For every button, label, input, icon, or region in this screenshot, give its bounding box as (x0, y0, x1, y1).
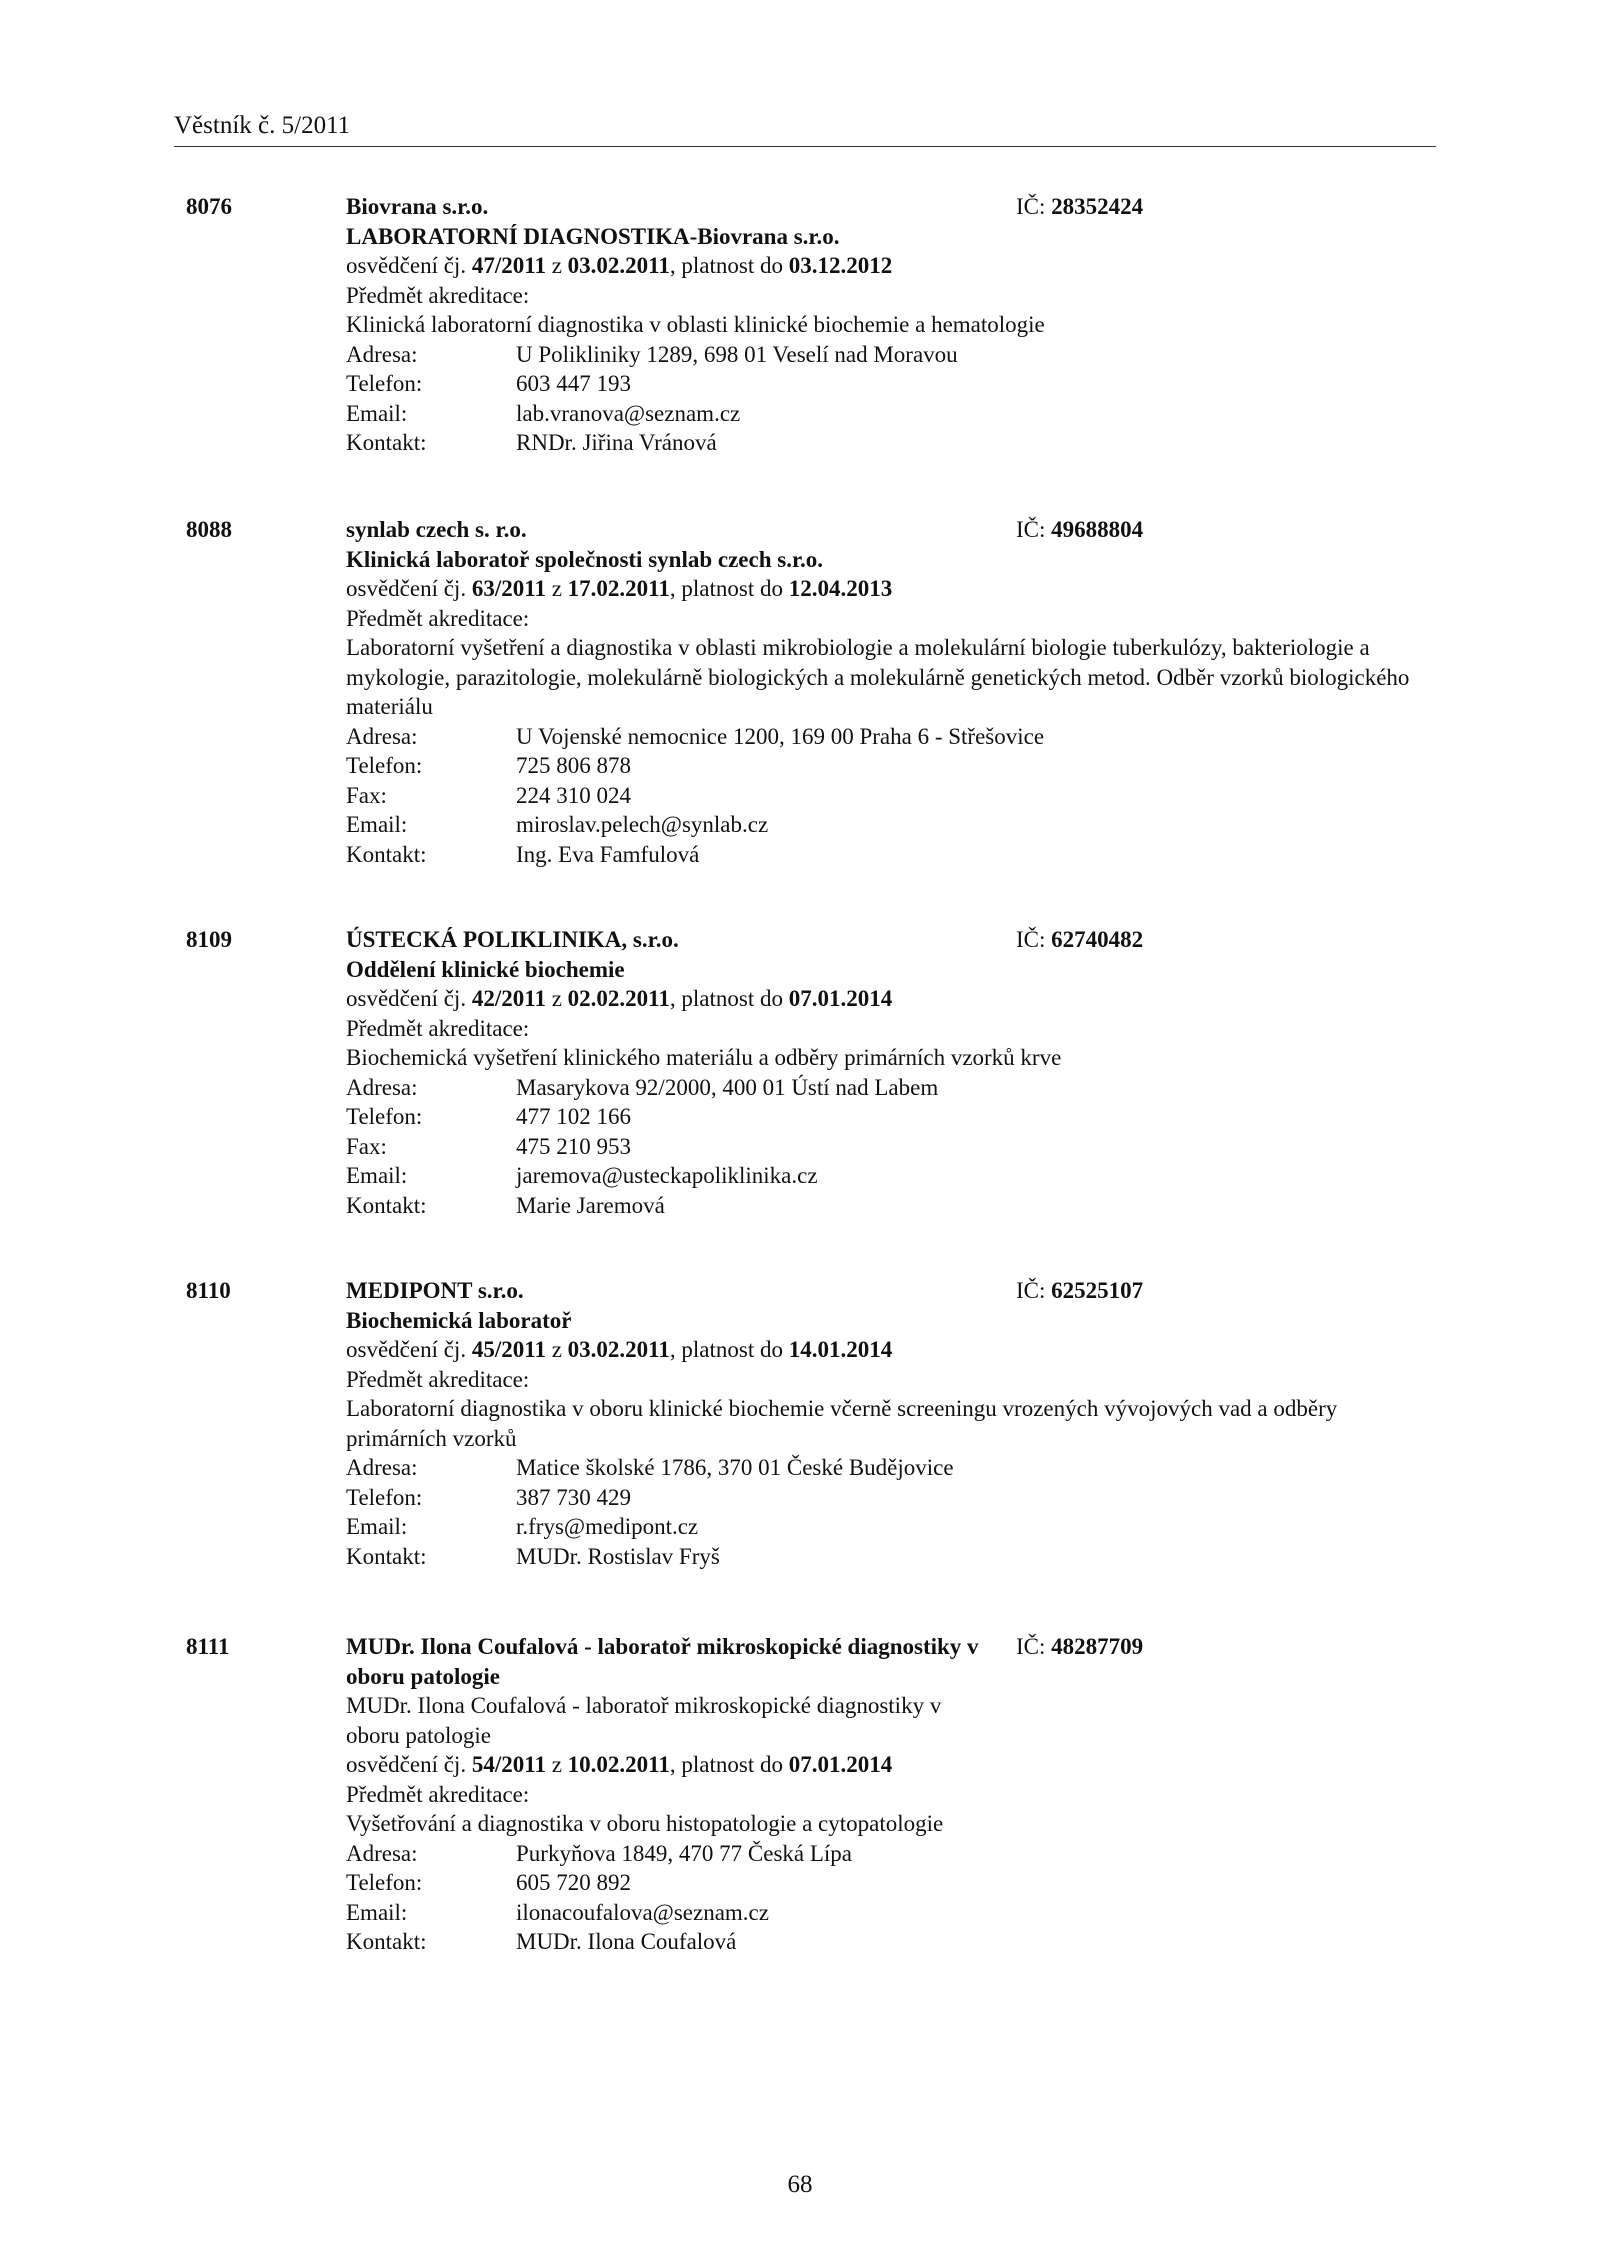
cert-label: osvědčení čj. (346, 986, 467, 1011)
entry-number: 8110 (186, 1278, 231, 1303)
valid-label: , platnost do (669, 986, 783, 1011)
ic-value: 48287709 (1051, 1634, 1144, 1659)
scope-text: Vyšetřování a diagnostika v oboru histopatologie a cytopatologie (346, 1811, 944, 1836)
valid-label: , platnost do (669, 1752, 783, 1777)
valid-until: 03.12.2012 (788, 253, 893, 278)
address-value: U Polikliniky 1289, 698 01 Veselí nad Moravou (516, 341, 958, 367)
email-value: miroslav.pelech@synlab.cz (516, 812, 769, 837)
scope-label: Předmět akreditace: (346, 605, 530, 631)
contact-row (346, 1542, 1436, 1572)
email-row (346, 399, 1436, 429)
lab-name: Oddělení klinické biochemie (346, 956, 625, 982)
contact-label: Kontakt: (346, 430, 427, 455)
company-name: ÚSTECKÁ POLIKLINIKA, s.r.o. (346, 927, 679, 952)
ic-label: IČ: (1016, 517, 1046, 542)
contact-label: Kontakt: (346, 1929, 427, 1954)
entry-number: 8076 (186, 194, 232, 219)
company-name: Biovrana s.r.o. (346, 194, 489, 219)
email-value: ilonacoufalova@seznam.cz (516, 1899, 769, 1925)
contact-value: RNDr. Jiřina Vránová (516, 430, 717, 455)
address-label: Adresa: (346, 1455, 418, 1480)
cert-date: 03.02.2011 (567, 1337, 670, 1362)
scope-text: Laboratorní vyšetření a diagnostika v oblasti mikrobiologie a molekulární biologie tuberkulózy, bakteriologie a mykologie, parazitologie, molekulárně biologických a molekulárně genetických metod. Odběr vzorků biologického materiálu (346, 635, 1410, 719)
address-value: Purkyňova 1849, 470 77 Česká Lípa (516, 1840, 853, 1866)
cert-label: osvědčení čj. (346, 1752, 467, 1777)
email-label: Email: (346, 812, 408, 837)
address-row (346, 1839, 1436, 1869)
ic-value: 28352424 (1051, 194, 1144, 219)
ic-label: IČ: (1016, 1278, 1046, 1303)
journal-title: Věstník č. 5/2011 (174, 112, 351, 139)
valid-label: , platnost do (669, 1337, 783, 1362)
certificate-line (346, 1335, 1436, 1365)
cert-z: z (551, 576, 562, 601)
phone-label: Telefon: (346, 753, 423, 778)
email-label: Email: (346, 1163, 408, 1188)
contact-label: Kontakt: (346, 1192, 427, 1218)
certificate-line (346, 251, 1436, 281)
contact-value: Marie Jaremová (516, 1192, 665, 1218)
address-row (346, 1453, 1436, 1483)
contact-row (346, 1191, 1436, 1221)
ic-label: IČ: (1016, 1634, 1046, 1659)
entry-number: 8088 (186, 517, 232, 542)
phone-row (346, 369, 1436, 399)
cert-z: z (551, 1337, 562, 1362)
fax-row (346, 781, 1436, 811)
scope-text: Klinická laboratorní diagnostika v oblasti klinické biochemie a hematologie (346, 312, 1045, 337)
header-rule (174, 146, 1436, 147)
phone-label: Telefon: (346, 1484, 423, 1510)
scope-text: Biochemická vyšetření klinického materiálu a odběry primárních vzorků krve (346, 1045, 1062, 1070)
valid-label: , platnost do (669, 253, 783, 278)
cert-date: 10.02.2011 (567, 1752, 670, 1777)
entry-body (346, 925, 1436, 1220)
company-name: MEDIPONT s.r.o. (346, 1278, 524, 1303)
company-name: MUDr. Ilona Coufalová - laboratoř mikroskopické diagnostiky v oboru patologie (346, 1634, 979, 1689)
phone-row (346, 1483, 1436, 1513)
scope-label: Předmět akreditace: (346, 282, 530, 308)
entry-number: 8109 (186, 927, 232, 952)
valid-until: 07.01.2014 (788, 986, 893, 1011)
phone-label: Telefon: (346, 371, 423, 396)
certificate-line (346, 984, 1436, 1014)
phone-value: 387 730 429 (516, 1484, 631, 1510)
address-row (346, 340, 1436, 370)
fax-label: Fax: (346, 1133, 387, 1159)
fax-value: 224 310 024 (516, 782, 631, 808)
cert-label: osvědčení čj. (346, 253, 467, 278)
fax-row (346, 1132, 1436, 1162)
address-value: Masarykova 92/2000, 400 01 Ústí nad Labem (516, 1074, 939, 1100)
ic-value: 62525107 (1051, 1278, 1144, 1303)
contact-row (346, 840, 1436, 870)
lab-name: Biochemická laboratoř (346, 1307, 572, 1333)
contact-row (346, 428, 1436, 458)
cert-number: 63/2011 (471, 576, 546, 601)
cert-date: 17.02.2011 (567, 576, 670, 601)
entry-body (346, 1632, 1436, 1957)
contact-label: Kontakt: (346, 1543, 427, 1569)
fax-value: 475 210 953 (516, 1133, 631, 1159)
cert-date: 03.02.2011 (567, 253, 670, 278)
ic-label: IČ: (1016, 194, 1046, 219)
ic-value: 62740482 (1051, 927, 1144, 952)
cert-date: 02.02.2011 (567, 986, 670, 1011)
address-row (346, 722, 1436, 752)
contact-value: MUDr. Rostislav Fryš (516, 1543, 720, 1569)
email-row (346, 1161, 1436, 1191)
valid-until: 12.04.2013 (788, 576, 893, 601)
address-label: Adresa: (346, 1840, 418, 1866)
cert-number: 54/2011 (471, 1752, 546, 1777)
page-number: 68 (787, 2171, 813, 2198)
scope-text: Laboratorní diagnostika v oboru klinické biochemie včerně screeningu vrozených vývojových vad a odběry primárních vzorků (346, 1396, 1338, 1451)
lab-name: Klinická laboratoř společnosti synlab czech s.r.o. (346, 546, 824, 572)
cert-number: 45/2011 (471, 1337, 546, 1362)
contact-value: Ing. Eva Famfulová (516, 841, 700, 867)
certificate-line (346, 574, 1436, 604)
phone-value: 603 447 193 (516, 371, 631, 396)
cert-number: 42/2011 (471, 986, 546, 1011)
phone-value: 725 806 878 (516, 753, 631, 778)
phone-row (346, 1868, 1436, 1898)
email-value: r.frys@medipont.cz (516, 1514, 699, 1539)
email-row (346, 1512, 1436, 1542)
email-value: jaremova@usteckapoliklinika.cz (516, 1163, 818, 1188)
email-value: lab.vranova@seznam.cz (516, 400, 741, 426)
contact-value: MUDr. Ilona Coufalová (516, 1929, 737, 1954)
cert-number: 47/2011 (471, 253, 546, 278)
valid-until: 07.01.2014 (788, 1752, 893, 1777)
address-value: U Vojenské nemocnice 1200, 169 00 Praha 6 - Střešovice (516, 723, 1045, 749)
phone-label: Telefon: (346, 1104, 423, 1129)
scope-label: Předmět akreditace: (346, 1366, 530, 1392)
ic-value: 49688804 (1051, 517, 1144, 542)
valid-until: 14.01.2014 (788, 1337, 893, 1362)
valid-label: , platnost do (669, 576, 783, 601)
phone-value: 477 102 166 (516, 1104, 631, 1129)
scope-label: Předmět akreditace: (346, 1015, 530, 1041)
page-header (174, 110, 1436, 142)
cert-z: z (551, 253, 562, 278)
phone-label: Telefon: (346, 1870, 423, 1895)
cert-z: z (551, 986, 562, 1011)
lab-name: LABORATORNÍ DIAGNOSTIKA-Biovrana s.r.o. (346, 223, 840, 249)
fax-label: Fax: (346, 782, 387, 808)
email-label: Email: (346, 400, 408, 426)
scope-label: Předmět akreditace: (346, 1781, 530, 1807)
entry-body (346, 1276, 1436, 1571)
phone-row (346, 1102, 1436, 1132)
phone-value: 605 720 892 (516, 1870, 631, 1895)
email-row (346, 1898, 1436, 1928)
email-row (346, 810, 1436, 840)
address-label: Adresa: (346, 1074, 418, 1100)
address-value: Matice školské 1786, 370 01 České Budějovice (516, 1455, 954, 1480)
email-label: Email: (346, 1899, 408, 1925)
cert-z: z (551, 1752, 562, 1777)
certificate-line (346, 1750, 1436, 1780)
contact-label: Kontakt: (346, 841, 427, 867)
contact-row (346, 1927, 1436, 1957)
cert-label: osvědčení čj. (346, 576, 467, 601)
address-label: Adresa: (346, 723, 418, 749)
cert-label: osvědčení čj. (346, 1337, 467, 1362)
phone-row (346, 751, 1436, 781)
company-name: synlab czech s. r.o. (346, 517, 527, 542)
email-label: Email: (346, 1514, 408, 1539)
entry-body (346, 515, 1436, 869)
entry-body (346, 192, 1436, 458)
lab-name: MUDr. Ilona Coufalová - laboratoř mikroskopické diagnostiky v oboru patologie (346, 1693, 942, 1748)
ic-label: IČ: (1016, 927, 1046, 952)
address-row (346, 1073, 1436, 1103)
entry-number: 8111 (186, 1634, 230, 1659)
address-label: Adresa: (346, 341, 418, 367)
